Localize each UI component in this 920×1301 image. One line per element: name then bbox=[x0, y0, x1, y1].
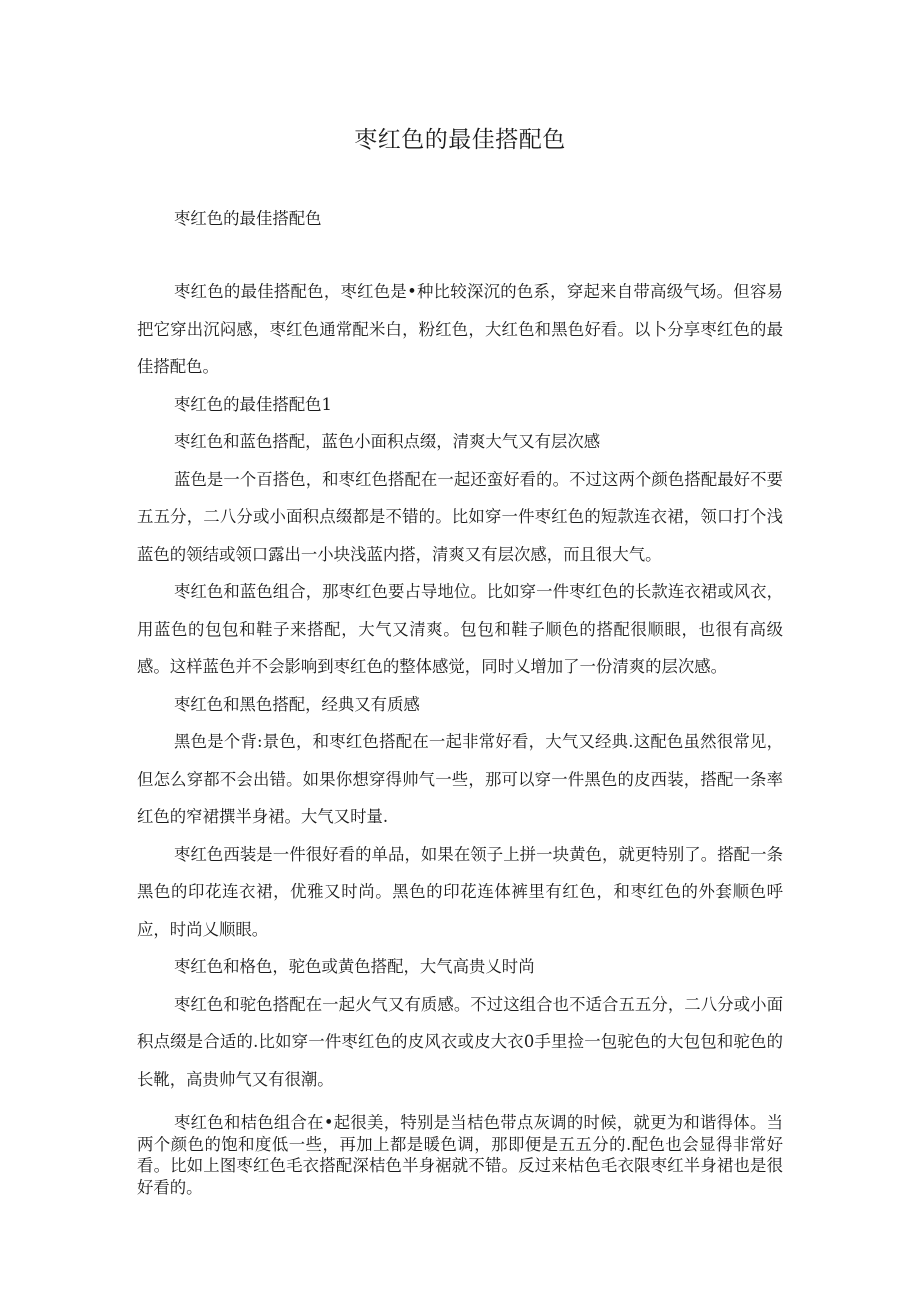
orange-pairing-paragraph: 枣红色和桔色组合在•起很美，特别是当桔色带点灰调的时候，就更为和谐得体。当两个颜色的饱和度低一些，再加上都是暖色调，那即便是五五分的.配色也会显得非常好看。比如上图枣红色毛衣搭配深桔色半身裾就不错。反过来枯色毛衣限枣红半身裙也是很好看的。 bbox=[137, 1113, 783, 1197]
black-pairing-paragraph-2: 枣红色西装是一件很好看的单品，如果在领子上拼一块黄色，就更特别了。搭配一条黑色的印花连衣裙，优雅又时尚。黑色的印花连体裤里有红色，和枣红色的外套顺色呼应，时尚乂顺眼。 bbox=[137, 844, 783, 939]
camel-pairing-heading: 枣红色和格色，驼色或黄色搭配，大气高贵乂时尚 bbox=[174, 957, 535, 976]
blue-pairing-heading: 枣红色和蓝色搭配，蓝色小面积点缀，清爽大气又有层次感 bbox=[174, 432, 601, 451]
intro-paragraph: 枣红色的最佳搭配色，枣红色是•种比较深沉的色系，穿起来自带高级气场。但容易把它穿出沉闷感，枣红色通常配米白，粉红色，大红色和黑色好看。以卜分享枣红色的最佳搭配色。 bbox=[137, 282, 783, 376]
document-title: 枣红色的最佳搭配色 bbox=[354, 127, 566, 153]
blue-pairing-paragraph-2: 枣红色和蓝色组合，那枣红色要占导地位。比如穿一件枣红色的长款连衣裙或风衣，用蓝色的包包和鞋子来搭配，大气又清爽。包包和鞋子顺色的搭配很顺眼，也很有高级感。这样蓝色并不会影响到枣红色的整体感觉，同时乂增加了一份清爽的层次感。 bbox=[137, 582, 783, 676]
document-body bbox=[137, 202, 783, 1198]
camel-pairing-paragraph: 枣红色和驼色搭配在一起火气又有质感。不过这组合也不适合五五分，二八分或小面积点缀是合适的.比如穿一件枣红色的皮风衣或皮大衣0手里捡一包驼色的大包包和驼色的长靴，高贵帅气又有很潮。 bbox=[137, 994, 783, 1089]
black-pairing-heading: 枣红色和黑色搭配，经典又有质感 bbox=[174, 694, 420, 714]
blue-pairing-paragraph-1: 蓝色是一个百搭色，和枣红色搭配在一起还蛮好看的。不过这两个颜色搭配最好不要五五分，二八分或小面积点缀都是不错的。比如穿一件枣红色的短款连衣裙，领口打个浅蓝色的领结或领口露出一小块浅蓝内搭，清爽又有层次感，而且很大气。 bbox=[137, 469, 783, 564]
section-heading-1: 枣红色的最佳搭配色1 bbox=[174, 394, 332, 414]
document-subtitle: 枣红色的最佳搭配色 bbox=[174, 209, 322, 228]
black-pairing-paragraph-1: 黑色是个背:景色，和枣红色搭配在一起非常好看，大气又经典.这配色虽然很常见，但怎么穿都不会出错。如果你想穿得帅气一些，那可以穿一件黑色的皮西装，搭配一条率红色的窄裙撰半身裙。大气又时量. bbox=[137, 732, 783, 826]
